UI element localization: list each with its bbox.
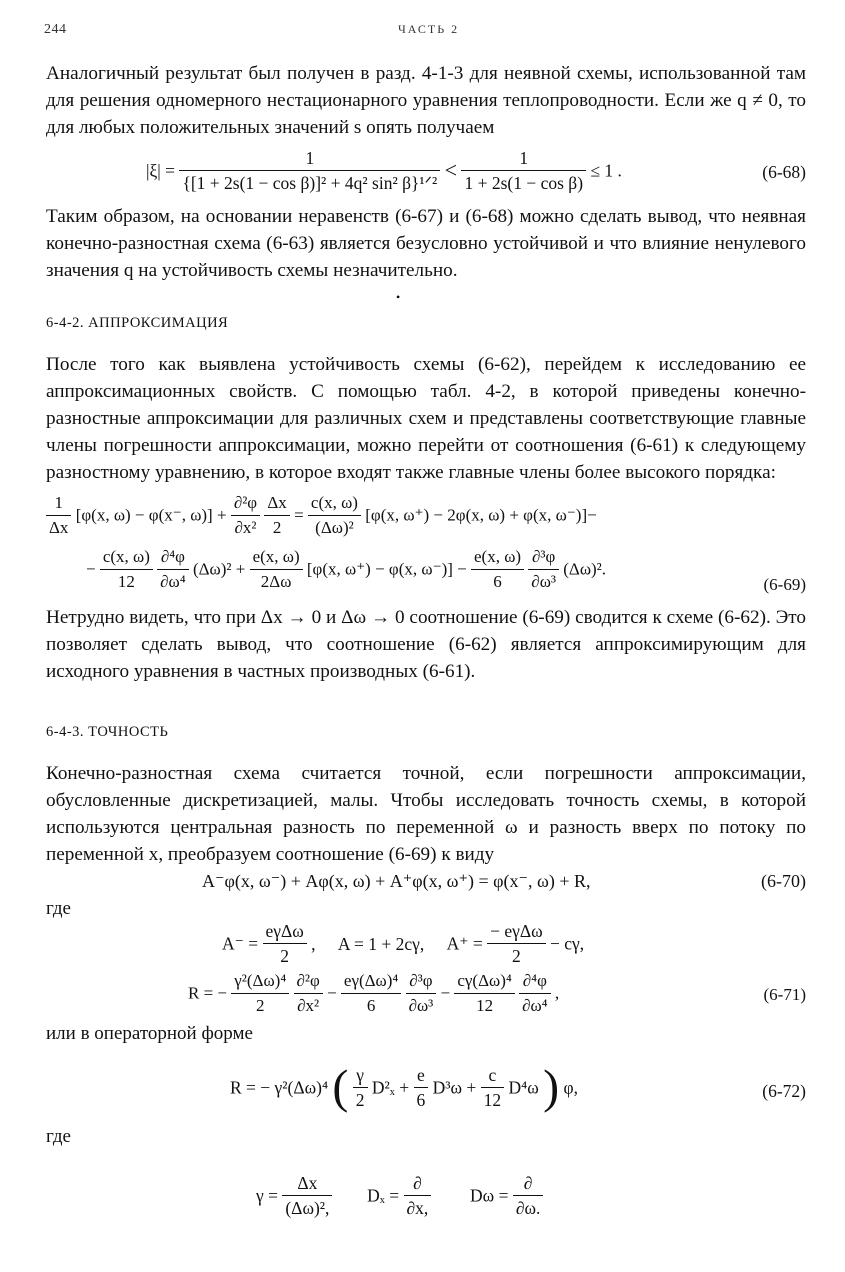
eq71-am-lhs: A⁻ = bbox=[222, 933, 259, 954]
eq72-p2 bbox=[414, 1064, 429, 1111]
eq68-den2: 1 + 2s(1 − cos β) bbox=[464, 173, 584, 193]
eq71-t1d-num: ∂²φ bbox=[294, 970, 323, 994]
eq69-h-body: (Δω)². bbox=[563, 559, 607, 579]
section-heading-6-4-2: 6-4-2. АППРОКСИМАЦИЯ bbox=[46, 315, 229, 331]
eq71-r-lhs: R = − bbox=[188, 983, 228, 1003]
page-number: 244 bbox=[44, 22, 67, 37]
eq72-p1-den: 2 bbox=[355, 1090, 365, 1110]
eq69-e-body: (Δω)² + bbox=[192, 559, 246, 579]
eq69-frac-g bbox=[250, 546, 303, 593]
paragraph-3: После того как выявлена устойчивость схемы (6-62), перейдем к исследованию ее аппроксимационных свойств. С помощью табл. 4-2, в которой приведены конечно-разностные аппроксимации для различных схем и представлены соответствующие главные члены погрешности аппроксимации, можно перейти от соотношения (6-61) к следующему разностному уравнению, в которое входят также главные члены более высокого порядка: bbox=[46, 354, 806, 483]
eq68-lhs: |ξ| = bbox=[146, 160, 176, 181]
eq71-ap-num: − eγΔω bbox=[487, 920, 546, 944]
eq73-dx-lhs: Dₓ = bbox=[367, 1185, 400, 1206]
eq68-label: (6-68) bbox=[762, 162, 806, 182]
eq73-gamma-lhs: γ = bbox=[256, 1185, 278, 1206]
eq73-gamma-den: (Δω)², bbox=[285, 1198, 330, 1218]
eq69-c-num: Δx bbox=[264, 492, 289, 516]
eq72-p1-op: D²ₓ + bbox=[371, 1077, 410, 1098]
equation-6-69-line-2 bbox=[86, 546, 806, 596]
eq69-c-den: 2 bbox=[272, 518, 282, 537]
eq73-dw-num: ∂ bbox=[513, 1172, 544, 1196]
eq72-p3-num: c bbox=[481, 1064, 505, 1088]
eq71-t3d bbox=[519, 970, 551, 1017]
eq69-a-den: Δx bbox=[49, 518, 69, 537]
eq73-dx-frac bbox=[404, 1172, 432, 1219]
eq69-frac-a bbox=[46, 492, 71, 539]
eq71-am-sep: , bbox=[311, 933, 316, 954]
eq69-f-den: ∂ω⁴ bbox=[160, 572, 186, 591]
eq72-p2-op: D³ω + bbox=[432, 1077, 477, 1098]
eq71-t3d-num: ∂⁴φ bbox=[519, 970, 551, 994]
eq69-b-num: ∂²φ bbox=[231, 492, 260, 516]
eq70-body: A⁻φ(x, ω⁻) + Aφ(x, ω) + A⁺φ(x, ω⁺) = φ(x⁻, ω) + R, bbox=[202, 871, 591, 891]
eq73-dx-den: ∂x, bbox=[406, 1198, 429, 1218]
eq69-f-num: ∂⁴φ bbox=[157, 546, 189, 570]
eq71-am-num: eγΔω bbox=[263, 920, 307, 944]
bullet-dot: • bbox=[396, 290, 401, 304]
where-1: где bbox=[46, 898, 71, 919]
eq72-p1-num: γ bbox=[353, 1064, 368, 1088]
eq73-dx-num: ∂ bbox=[404, 1172, 432, 1196]
eq72-p2-num: e bbox=[414, 1064, 429, 1088]
eq69-a-num: 1 bbox=[46, 492, 71, 516]
eq68-num2: 1 bbox=[461, 147, 586, 171]
eq71-am-den: 2 bbox=[280, 946, 290, 966]
equation-6-73 bbox=[256, 1172, 806, 1224]
paragraph-2: Таким образом, на основании неравенств (6-67) и (6-68) можно сделать вывод, что неявная конечно-разностная схема (6-63) является безусловно устойчивой и что влияние ненулевого значения q на устойчивость схемы незначительно. bbox=[46, 206, 806, 281]
eq71-t2 bbox=[341, 970, 401, 1017]
eq71-minus-1: − bbox=[327, 983, 337, 1003]
eq68-lt: < bbox=[444, 157, 458, 183]
eq71-t2d-num: ∂³φ bbox=[406, 970, 437, 994]
eq71-t2-num: eγ(Δω)⁴ bbox=[341, 970, 401, 994]
eq71-t1d-den: ∂x² bbox=[297, 996, 320, 1015]
eq71-t2d bbox=[406, 970, 437, 1017]
eq69-e-den: 12 bbox=[117, 572, 135, 591]
eq69-h-den: 6 bbox=[493, 572, 502, 591]
eq71-t3-num: cγ(Δω)⁴ bbox=[454, 970, 514, 994]
eq69-frac-i bbox=[528, 546, 559, 593]
eq72-lhs: R = − γ²(Δω)⁴ bbox=[230, 1077, 329, 1098]
eq71-ap-den: 2 bbox=[511, 946, 521, 966]
equation-6-71 bbox=[188, 970, 806, 1020]
running-title: ЧАСТЬ 2 bbox=[398, 22, 460, 36]
eq73-dw-den: ∂ω. bbox=[515, 1198, 541, 1218]
eq69-label: (6-69) bbox=[763, 575, 806, 594]
eq69-d-den: (Δω)² bbox=[315, 518, 354, 537]
eq72-p2-den: 6 bbox=[416, 1090, 426, 1110]
eq69-minus: − bbox=[86, 559, 96, 579]
eq69-d-num: c(x, ω) bbox=[308, 492, 361, 516]
eq69-frac-h bbox=[471, 546, 524, 593]
eq69-frac-e bbox=[100, 546, 153, 593]
eq71-minus-2: − bbox=[440, 983, 451, 1003]
eq73-dw-frac bbox=[513, 1172, 544, 1219]
eq71-ap-frac bbox=[487, 920, 546, 967]
eq69-a-body: [φ(x, ω) − φ(x⁻, ω)] + bbox=[75, 505, 227, 525]
eq69-g-num: e(x, ω) bbox=[250, 546, 303, 570]
eq72-p3-den: 12 bbox=[483, 1090, 502, 1110]
eq68-frac2 bbox=[461, 147, 586, 194]
eq72-label: (6-72) bbox=[762, 1081, 806, 1101]
equation-6-71-defs bbox=[222, 920, 806, 964]
paragraph-4: Нетрудно видеть, что при Δx → 0 и Δω → 0 соотношение (6-69) сводится к схеме (6-62). Это позволяет сделать вывод, что соотношение (6-62) является аппроксимирующим для исходного уравнения в частных производных (6-61). bbox=[46, 607, 806, 682]
eq71-t3 bbox=[454, 970, 514, 1017]
paragraph-5: Конечно-разностная схема считается точной, если погрешности аппроксимации, обусловленные дискретизацией, малы. Чтобы исследовать точность схемы, в которой используются центральная разность по переменной ω и разность вверх по потоку по переменной x, преобразуем соотношение (6-69) к виду bbox=[46, 763, 806, 865]
eq69-g-body: [φ(x, ω⁺) − φ(x, ω⁻)] − bbox=[306, 559, 467, 579]
equation-6-68 bbox=[146, 147, 806, 197]
eq72-p1 bbox=[353, 1064, 368, 1111]
eq71-tail: , bbox=[554, 983, 560, 1003]
eq71-label: (6-71) bbox=[763, 985, 806, 1004]
eq69-frac-b bbox=[231, 492, 260, 539]
or-operator-form: или в операторной форме bbox=[46, 1023, 253, 1044]
where-2: где bbox=[46, 1126, 71, 1147]
eq71-t1 bbox=[231, 970, 289, 1017]
equation-6-72 bbox=[230, 1060, 806, 1116]
equation-6-69-line-1 bbox=[46, 492, 806, 540]
eq71-ap-tail: − cγ, bbox=[549, 933, 585, 954]
eq71-t3d-den: ∂ω⁴ bbox=[522, 996, 548, 1015]
eq71-am-frac bbox=[263, 920, 307, 967]
eq69-i-num: ∂³φ bbox=[528, 546, 559, 570]
eq73-gamma-num: Δx bbox=[282, 1172, 332, 1196]
eq69-i-den: ∂ω³ bbox=[531, 572, 556, 591]
eq72-tail: φ, bbox=[563, 1077, 579, 1098]
section-heading-6-4-3: 6-4-3. ТОЧНОСТЬ bbox=[46, 724, 169, 740]
eq69-h-num: e(x, ω) bbox=[471, 546, 524, 570]
eq68-num1: 1 bbox=[179, 147, 440, 171]
eq71-ap-lhs: A⁺ = bbox=[446, 933, 483, 954]
eq72-open-paren: ( bbox=[332, 1060, 349, 1114]
eq72-p3 bbox=[481, 1064, 505, 1111]
eq73-dw-lhs: Dω = bbox=[470, 1185, 509, 1206]
eq69-equals: = bbox=[294, 505, 304, 525]
eq71-t3-den: 12 bbox=[476, 996, 494, 1015]
eq69-d-body: [φ(x, ω⁺) − 2φ(x, ω) + φ(x, ω⁻)]− bbox=[365, 505, 597, 525]
eq72-close-paren: ) bbox=[543, 1060, 560, 1114]
page-header bbox=[46, 22, 806, 52]
eq69-e-num: c(x, ω) bbox=[100, 546, 153, 570]
page bbox=[46, 22, 806, 1224]
paragraph-1: Аналогичный результат был получен в разд. 4-1-3 для неявной схемы, использованной там для решения одномерного нестационарного уравнения теплопроводности. Если же q ≠ 0, то для любых положительных значений s опять получаем bbox=[46, 63, 806, 138]
eq73-gamma-frac bbox=[282, 1172, 332, 1219]
eq69-g-den: 2Δω bbox=[260, 572, 292, 591]
equation-6-70 bbox=[202, 870, 806, 898]
eq71-t1d bbox=[294, 970, 323, 1017]
eq71-t2-den: 6 bbox=[366, 996, 376, 1015]
eq68-frac1 bbox=[179, 147, 440, 194]
eq69-frac-c bbox=[264, 492, 289, 539]
eq68-tail: ≤ 1 . bbox=[590, 160, 622, 181]
eq69-b-den: ∂x² bbox=[234, 518, 257, 537]
eq71-t1-den: 2 bbox=[256, 996, 265, 1015]
eq71-a-def: A = 1 + 2cγ, bbox=[337, 933, 425, 954]
eq69-frac-f bbox=[157, 546, 189, 593]
eq69-frac-d bbox=[308, 492, 361, 539]
eq70-label: (6-70) bbox=[761, 871, 806, 891]
eq68-den1: {[1 + 2s(1 − cos β)]² + 4q² sin² β}¹ᐟ² bbox=[182, 173, 438, 193]
eq71-t2d-den: ∂ω³ bbox=[408, 996, 434, 1015]
eq71-t1-num: γ²(Δω)⁴ bbox=[231, 970, 289, 994]
eq72-p3-op: D⁴ω bbox=[508, 1077, 539, 1098]
